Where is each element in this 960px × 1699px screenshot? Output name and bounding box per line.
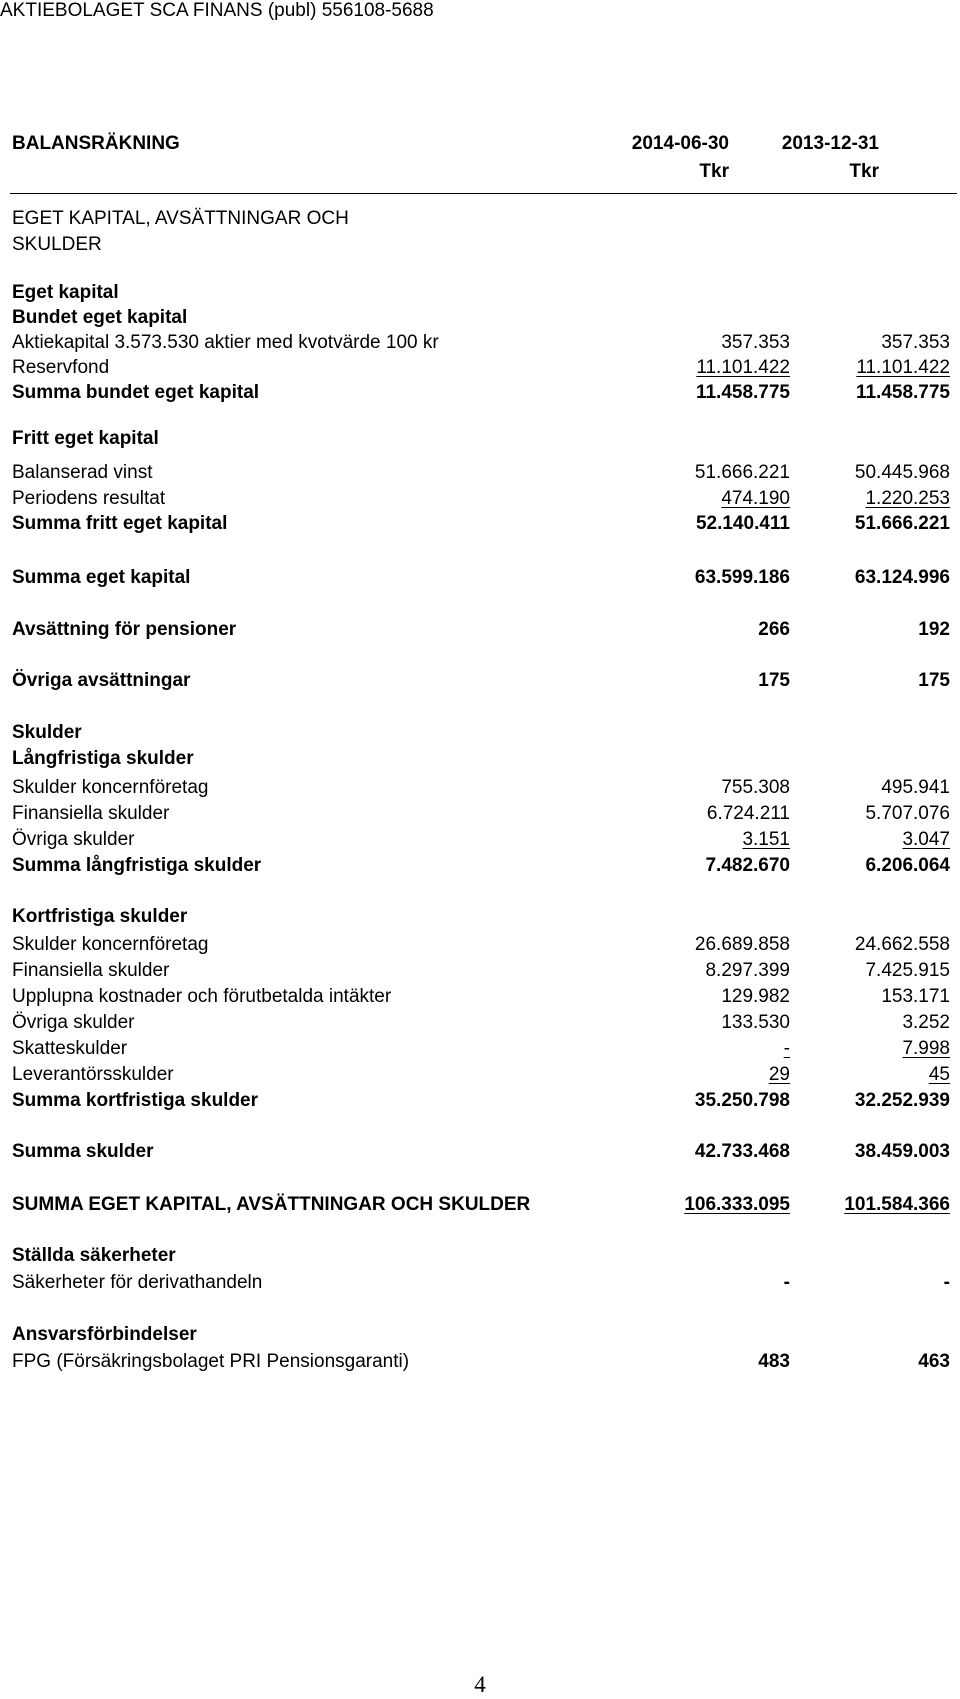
row-label: Fritt eget kapital [12, 428, 159, 449]
row-label: Övriga skulder [12, 1012, 135, 1033]
row-value-2013: - [943, 1272, 950, 1293]
row-value-2013: 7.998 [902, 1038, 950, 1059]
row-value-2014: 175 [758, 670, 790, 691]
row-value-2014: 129.982 [721, 986, 790, 1007]
row-label: Övriga skulder [12, 829, 135, 850]
header-rule [10, 193, 957, 194]
row-value-2013: 3.047 [902, 829, 950, 850]
row-value-2014: 26.689.858 [694, 934, 790, 955]
column-unit-1: Tkr [699, 161, 729, 182]
section-heading-line1: EGET KAPITAL, AVSÄTTNINGAR OCH [12, 208, 349, 229]
row-value-2013: 495.941 [881, 777, 950, 798]
row-value-2014: - [783, 1272, 790, 1293]
row-value-2014: 6.724.211 [706, 803, 790, 824]
row-label: Aktiekapital 3.573.530 aktier med kvotvärde 100 kr [12, 332, 439, 353]
row-label: FPG (Försäkringsbolaget PRI Pensionsgaranti) [12, 1351, 410, 1372]
row-value-2013: 32.252.939 [854, 1090, 950, 1111]
row-label: Bundet eget kapital [12, 307, 188, 328]
row-value-2014: 357.353 [721, 332, 790, 353]
row-label: Ställda säkerheter [12, 1245, 176, 1266]
row-label: Summa långfristiga skulder [12, 855, 262, 876]
row-value-2014: 29 [768, 1064, 790, 1085]
row-value-2014: 755.308 [721, 777, 790, 798]
row-value-2013: 463 [918, 1351, 950, 1372]
row-label: Skulder koncernföretag [12, 934, 209, 955]
row-value-2014: 63.599.186 [694, 567, 790, 588]
company-header: AKTIEBOLAGET SCA FINANS (publ) 556108-5688 [0, 0, 434, 21]
row-label: Balanserad vinst [12, 462, 153, 483]
row-label: Skulder [12, 722, 82, 743]
row-value-2013: 153.171 [881, 986, 950, 1007]
row-value-2014: 52.140.411 [695, 513, 790, 534]
row-value-2013: 24.662.558 [854, 934, 950, 955]
column-unit-2: Tkr [849, 161, 879, 182]
row-label: Summa fritt eget kapital [12, 513, 228, 534]
row-value-2013: 11.101.422 [856, 357, 950, 378]
row-label: Finansiella skulder [12, 960, 170, 981]
row-value-2013: 175 [918, 670, 950, 691]
row-label: Säkerheter för derivathandeln [12, 1272, 263, 1293]
row-label: Långfristiga skulder [12, 748, 194, 769]
row-value-2013: 50.445.968 [854, 462, 950, 483]
row-value-2013: 3.252 [902, 1012, 950, 1033]
row-label: Periodens resultat [12, 488, 166, 509]
page-number: 4 [474, 1672, 486, 1697]
column-date-1: 2014-06-30 [631, 133, 729, 154]
row-label: Summa kortfristiga skulder [12, 1090, 259, 1111]
row-value-2013: 51.666.221 [854, 513, 950, 534]
row-label: Leverantörsskulder [12, 1064, 174, 1085]
row-label: SUMMA EGET KAPITAL, AVSÄTTNINGAR OCH SKULDER [12, 1194, 531, 1215]
row-value-2014: 106.333.095 [684, 1194, 790, 1215]
row-value-2013: 63.124.996 [854, 567, 950, 588]
row-value-2014: 35.250.798 [694, 1090, 790, 1111]
row-value-2014: 133.530 [721, 1012, 790, 1033]
row-value-2013: 192 [918, 619, 950, 640]
row-value-2014: 8.297.399 [705, 960, 790, 981]
row-value-2014: 42.733.468 [694, 1141, 790, 1162]
section-heading-line2: SKULDER [12, 234, 102, 255]
row-value-2014: - [783, 1038, 790, 1059]
row-label: Summa bundet eget kapital [12, 382, 260, 403]
row-label: Skulder koncernföretag [12, 777, 209, 798]
row-value-2014: 3.151 [742, 829, 790, 850]
row-label: Eget kapital [12, 282, 119, 303]
row-value-2014: 483 [758, 1351, 790, 1372]
row-value-2013: 45 [928, 1064, 950, 1085]
row-label: Summa skulder [12, 1141, 154, 1162]
row-value-2013: 11.458.775 [855, 382, 950, 403]
row-label: Upplupna kostnader och förutbetalda intäkter [12, 986, 392, 1007]
row-label: Reservfond [12, 357, 110, 378]
row-label: Summa eget kapital [12, 567, 191, 588]
row-value-2014: 51.666.221 [694, 462, 790, 483]
row-value-2013: 101.584.366 [844, 1194, 950, 1215]
row-label: Skatteskulder [12, 1038, 128, 1059]
statement-title: BALANSRÄKNING [12, 133, 180, 154]
row-value-2014: 474.190 [721, 488, 790, 509]
row-label: Finansiella skulder [12, 803, 170, 824]
row-value-2014: 7.482.670 [705, 855, 790, 876]
row-label: Övriga avsättningar [12, 670, 191, 691]
row-value-2013: 7.425.915 [865, 960, 950, 981]
row-label: Ansvarsförbindelser [12, 1324, 197, 1345]
row-value-2013: 5.707.076 [865, 803, 950, 824]
row-value-2013: 357.353 [881, 332, 950, 353]
row-value-2014: 11.101.422 [696, 357, 790, 378]
row-value-2014: 11.458.775 [695, 382, 790, 403]
row-label: Avsättning för pensioner [12, 619, 237, 640]
row-value-2013: 38.459.003 [854, 1141, 950, 1162]
row-value-2014: 266 [758, 619, 790, 640]
row-label: Kortfristiga skulder [12, 906, 188, 927]
row-value-2013: 6.206.064 [865, 855, 950, 876]
row-value-2013: 1.220.253 [865, 488, 950, 509]
column-date-2: 2013-12-31 [781, 133, 879, 154]
